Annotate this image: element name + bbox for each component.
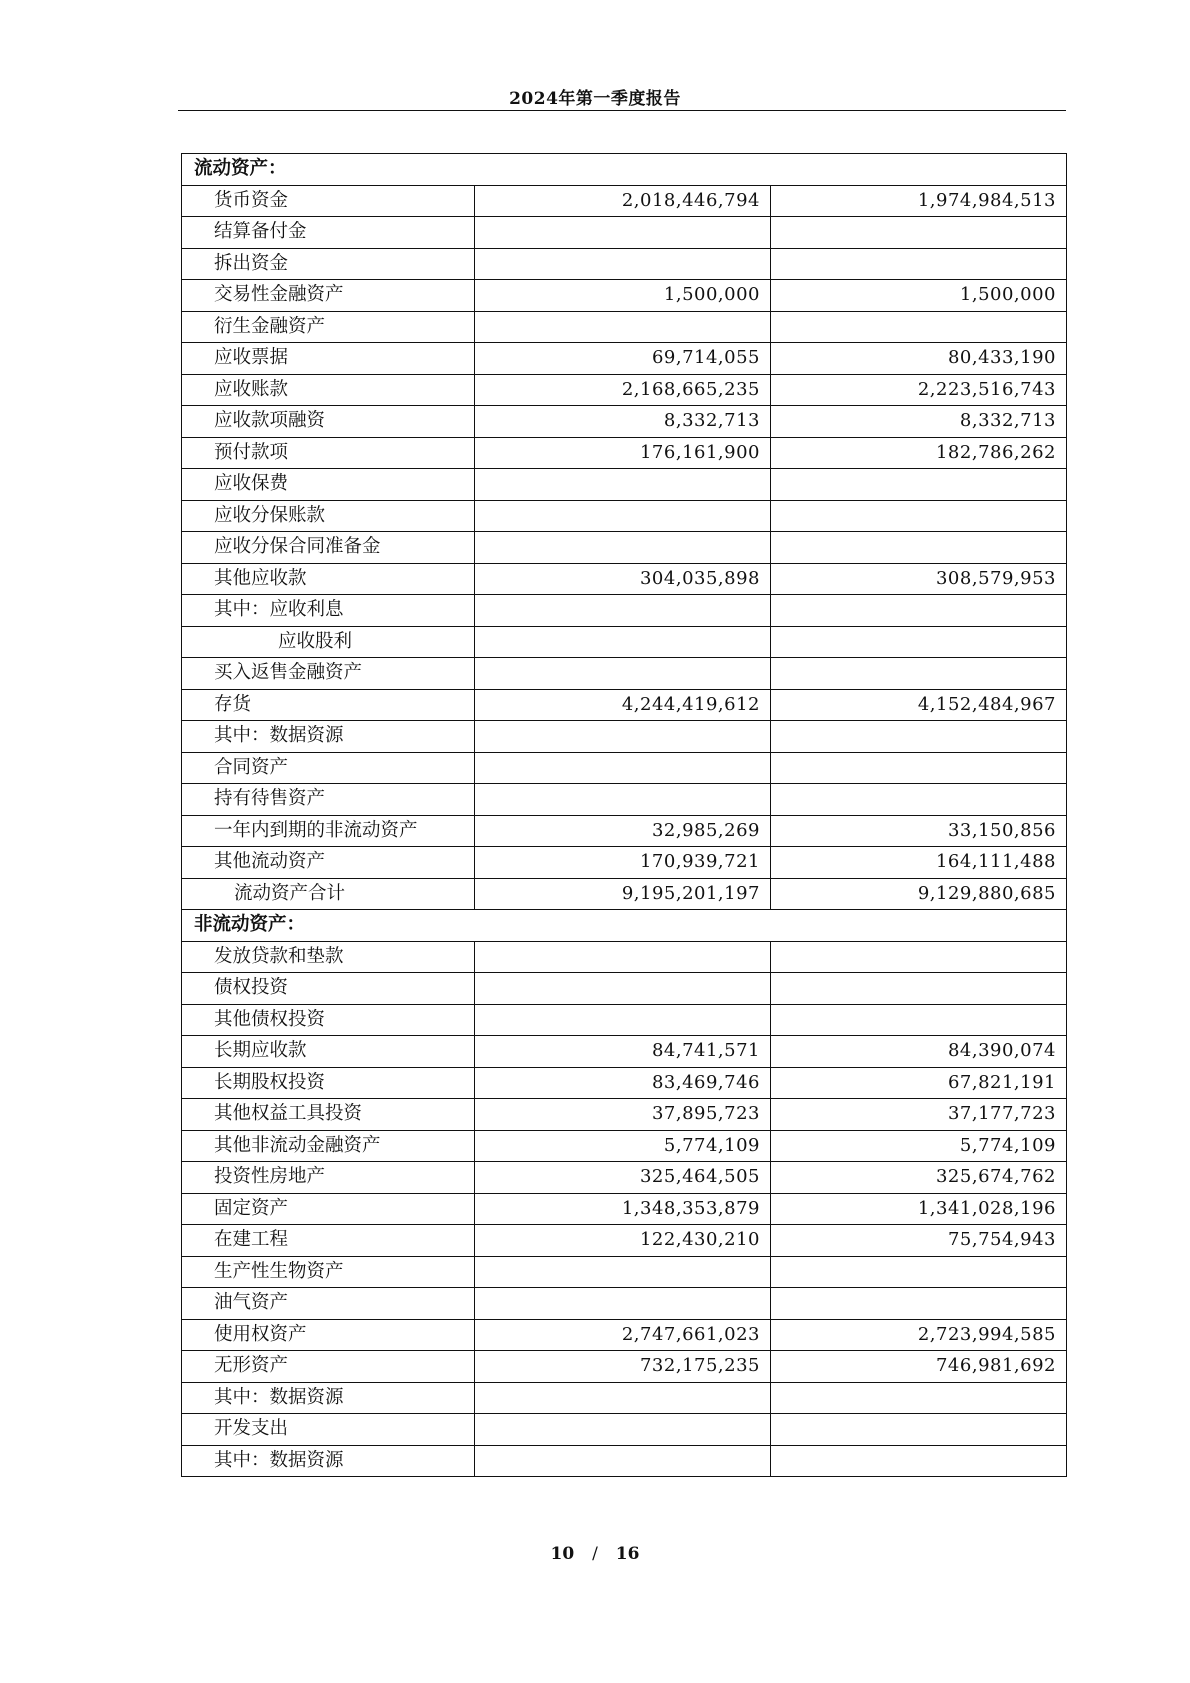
value-prior-period: [771, 626, 1067, 658]
row-label: 在建工程: [182, 1225, 475, 1257]
row-label: 其中：数据资源: [182, 721, 475, 753]
value-prior-period: 80,433,190: [771, 343, 1067, 375]
row-label: 其他非流动金融资产: [182, 1130, 475, 1162]
value-current-period: 2,168,665,235: [475, 374, 771, 406]
table-row: [182, 185, 1067, 217]
table-row: [182, 1099, 1067, 1131]
row-label: 预付款项: [182, 437, 475, 469]
row-label: 长期应收款: [182, 1036, 475, 1068]
page-total: 16: [615, 1544, 640, 1564]
value-prior-period: [771, 1414, 1067, 1446]
value-current-period: 5,774,109: [475, 1130, 771, 1162]
value-prior-period: 308,579,953: [771, 563, 1067, 595]
row-label: 流动资产合计: [182, 878, 475, 910]
value-current-period: [475, 658, 771, 690]
value-prior-period: 33,150,856: [771, 815, 1067, 847]
value-prior-period: [771, 973, 1067, 1005]
section-heading: 非流动资产：: [182, 910, 1067, 942]
value-current-period: [475, 721, 771, 753]
value-prior-period: 37,177,723: [771, 1099, 1067, 1131]
table-row: [182, 217, 1067, 249]
page-separator: /: [592, 1544, 598, 1564]
value-prior-period: 67,821,191: [771, 1067, 1067, 1099]
value-prior-period: [771, 311, 1067, 343]
row-label: 投资性房地产: [182, 1162, 475, 1194]
value-current-period: [475, 626, 771, 658]
table-row: [182, 469, 1067, 501]
table-row: [182, 658, 1067, 690]
report-header-title: 2024年第一季度报告: [509, 89, 681, 109]
value-current-period: 1,348,353,879: [475, 1193, 771, 1225]
table-row: [182, 1256, 1067, 1288]
value-current-period: [475, 784, 771, 816]
row-label: 应收款项融资: [182, 406, 475, 438]
row-label: 拆出资金: [182, 248, 475, 280]
value-prior-period: [771, 784, 1067, 816]
row-label: 合同资产: [182, 752, 475, 784]
value-prior-period: [771, 1382, 1067, 1414]
value-current-period: [475, 500, 771, 532]
value-prior-period: 1,341,028,196: [771, 1193, 1067, 1225]
row-label: 结算备付金: [182, 217, 475, 249]
table-row: [182, 280, 1067, 312]
table-row: [182, 1319, 1067, 1351]
table-row: [182, 1288, 1067, 1320]
value-prior-period: 746,981,692: [771, 1351, 1067, 1383]
row-label: 其中：数据资源: [182, 1445, 475, 1477]
section-row: [182, 910, 1067, 942]
value-current-period: 176,161,900: [475, 437, 771, 469]
row-label: 货币资金: [182, 185, 475, 217]
table-row: [182, 1004, 1067, 1036]
value-current-period: 8,332,713: [475, 406, 771, 438]
value-prior-period: 9,129,880,685: [771, 878, 1067, 910]
value-current-period: [475, 1414, 771, 1446]
value-current-period: 2,018,446,794: [475, 185, 771, 217]
value-prior-period: [771, 469, 1067, 501]
value-current-period: 122,430,210: [475, 1225, 771, 1257]
row-label: 应收分保账款: [182, 500, 475, 532]
section-row: [182, 154, 1067, 186]
row-label: 发放贷款和垫款: [182, 941, 475, 973]
table-row: [182, 248, 1067, 280]
table-row: [182, 374, 1067, 406]
value-current-period: [475, 532, 771, 564]
table-row: [182, 406, 1067, 438]
table-row: [182, 721, 1067, 753]
header-divider: [178, 110, 1066, 111]
table-row: [182, 1193, 1067, 1225]
value-prior-period: [771, 595, 1067, 627]
value-prior-period: [771, 1256, 1067, 1288]
value-current-period: [475, 973, 771, 1005]
value-prior-period: [771, 532, 1067, 564]
page-number: [0, 1544, 1190, 1564]
value-current-period: 1,500,000: [475, 280, 771, 312]
row-label: 其他流动资产: [182, 847, 475, 879]
table-row: [182, 1445, 1067, 1477]
table-row: [182, 1414, 1067, 1446]
row-label: 存货: [182, 689, 475, 721]
row-label: 应收保费: [182, 469, 475, 501]
row-label: 应收分保合同准备金: [182, 532, 475, 564]
balance-sheet-body: [182, 154, 1067, 1477]
table-row: [182, 847, 1067, 879]
value-current-period: 83,469,746: [475, 1067, 771, 1099]
value-prior-period: 325,674,762: [771, 1162, 1067, 1194]
row-label: 生产性生物资产: [182, 1256, 475, 1288]
value-current-period: [475, 941, 771, 973]
table-row: [182, 532, 1067, 564]
value-current-period: 32,985,269: [475, 815, 771, 847]
value-prior-period: [771, 500, 1067, 532]
value-prior-period: 1,974,984,513: [771, 185, 1067, 217]
value-current-period: [475, 217, 771, 249]
table-row: [182, 595, 1067, 627]
table-row: [182, 311, 1067, 343]
row-label: 交易性金融资产: [182, 280, 475, 312]
value-current-period: [475, 1445, 771, 1477]
value-current-period: 325,464,505: [475, 1162, 771, 1194]
value-prior-period: [771, 1445, 1067, 1477]
value-prior-period: [771, 941, 1067, 973]
value-prior-period: [771, 217, 1067, 249]
table-row: [182, 626, 1067, 658]
row-label: 其他权益工具投资: [182, 1099, 475, 1131]
value-current-period: 84,741,571: [475, 1036, 771, 1068]
value-prior-period: 2,223,516,743: [771, 374, 1067, 406]
value-prior-period: 8,332,713: [771, 406, 1067, 438]
table-row: [182, 1067, 1067, 1099]
table-row: [182, 1162, 1067, 1194]
row-label: 其他应收款: [182, 563, 475, 595]
value-current-period: 37,895,723: [475, 1099, 771, 1131]
value-current-period: 304,035,898: [475, 563, 771, 595]
value-current-period: 69,714,055: [475, 343, 771, 375]
table-row: [182, 752, 1067, 784]
balance-sheet-table: [181, 153, 1067, 1477]
value-current-period: [475, 1382, 771, 1414]
table-row: [182, 973, 1067, 1005]
row-label: 固定资产: [182, 1193, 475, 1225]
row-label: 债权投资: [182, 973, 475, 1005]
row-label: 无形资产: [182, 1351, 475, 1383]
row-label: 其中：数据资源: [182, 1382, 475, 1414]
value-current-period: [475, 311, 771, 343]
table-row: [182, 815, 1067, 847]
value-current-period: [475, 1288, 771, 1320]
value-prior-period: 5,774,109: [771, 1130, 1067, 1162]
table-row: [182, 500, 1067, 532]
table-row: [182, 563, 1067, 595]
row-label: 其中：应收利息: [182, 595, 475, 627]
row-label: 油气资产: [182, 1288, 475, 1320]
row-label: 买入返售金融资产: [182, 658, 475, 690]
value-prior-period: 84,390,074: [771, 1036, 1067, 1068]
value-prior-period: [771, 752, 1067, 784]
row-label: 持有待售资产: [182, 784, 475, 816]
row-label: 一年内到期的非流动资产: [182, 815, 475, 847]
value-current-period: 2,747,661,023: [475, 1319, 771, 1351]
value-prior-period: [771, 658, 1067, 690]
table-row: [182, 1382, 1067, 1414]
value-prior-period: [771, 721, 1067, 753]
value-current-period: [475, 1256, 771, 1288]
value-current-period: 4,244,419,612: [475, 689, 771, 721]
row-label: 其他债权投资: [182, 1004, 475, 1036]
value-current-period: [475, 595, 771, 627]
value-current-period: 9,195,201,197: [475, 878, 771, 910]
table-row: [182, 1130, 1067, 1162]
value-prior-period: 164,111,488: [771, 847, 1067, 879]
value-current-period: 170,939,721: [475, 847, 771, 879]
row-label: 开发支出: [182, 1414, 475, 1446]
value-current-period: [475, 1004, 771, 1036]
row-label: 使用权资产: [182, 1319, 475, 1351]
value-prior-period: 182,786,262: [771, 437, 1067, 469]
value-prior-period: 75,754,943: [771, 1225, 1067, 1257]
section-heading: 流动资产：: [182, 154, 1067, 186]
value-prior-period: [771, 248, 1067, 280]
page-current: 10: [550, 1544, 575, 1564]
row-label: 应收账款: [182, 374, 475, 406]
table-row: [182, 343, 1067, 375]
value-prior-period: [771, 1288, 1067, 1320]
table-row: [182, 689, 1067, 721]
value-prior-period: 2,723,994,585: [771, 1319, 1067, 1351]
value-current-period: 732,175,235: [475, 1351, 771, 1383]
row-label: 长期股权投资: [182, 1067, 475, 1099]
row-label: 应收票据: [182, 343, 475, 375]
value-current-period: [475, 752, 771, 784]
row-label: 应收股利: [182, 626, 475, 658]
value-current-period: [475, 469, 771, 501]
table-row: [182, 941, 1067, 973]
table-row: [182, 784, 1067, 816]
table-row: [182, 1036, 1067, 1068]
table-row: [182, 1225, 1067, 1257]
value-prior-period: 1,500,000: [771, 280, 1067, 312]
row-label: 衍生金融资产: [182, 311, 475, 343]
value-prior-period: [771, 1004, 1067, 1036]
value-prior-period: 4,152,484,967: [771, 689, 1067, 721]
table-row: [182, 1351, 1067, 1383]
table-row: [182, 878, 1067, 910]
value-current-period: [475, 248, 771, 280]
table-row: [182, 437, 1067, 469]
